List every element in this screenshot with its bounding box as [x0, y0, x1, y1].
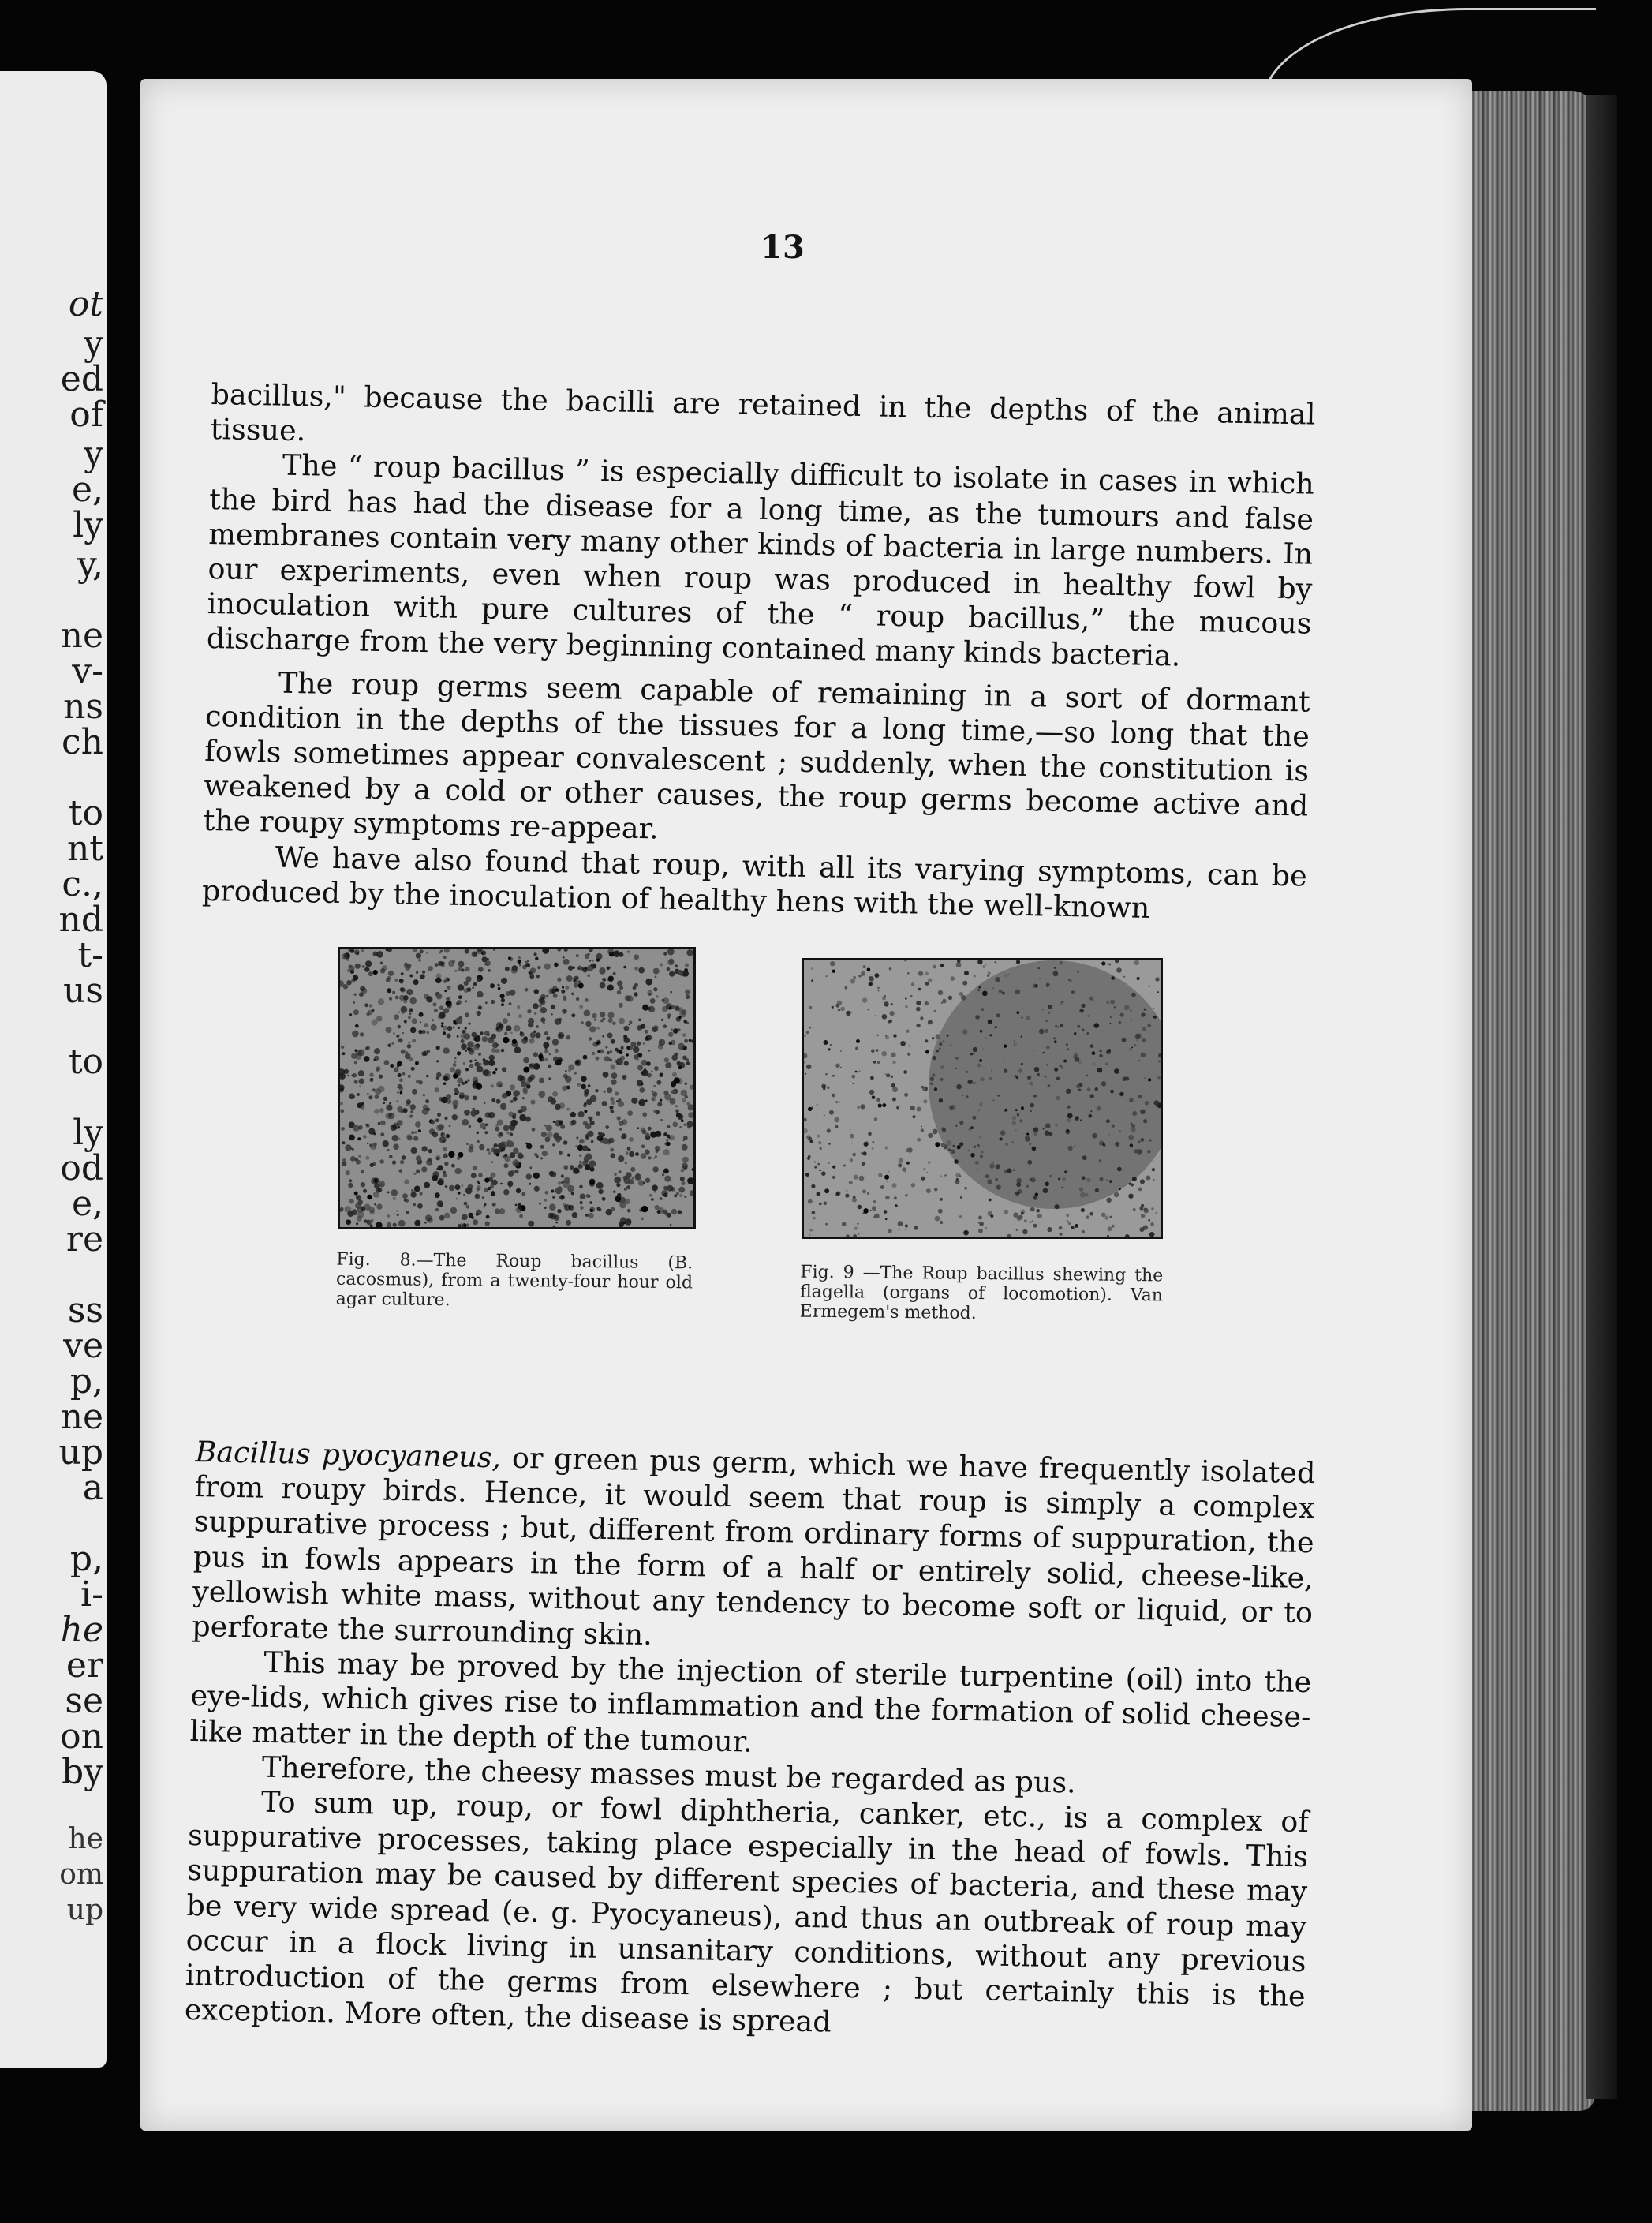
left-page-text-fragment: a	[82, 1468, 103, 1508]
paragraph-text: or green pus germ, which we have frequently isolated from roupy birds. Hence, it would seem that roup is simply a complex suppurative process ; but, different from ordinary forms of suppuration, the pus in fowls appears in the form of a half or entirely solid, cheese-like, yellowish white mass, without any tendency to become soft or liquid, or to perforate the surrounding skin.	[191, 1440, 1316, 1652]
page-edges	[1469, 91, 1595, 2111]
left-page-edge	[0, 71, 107, 2068]
left-page-text-fragment: re	[65, 1219, 103, 1259]
left-page-text-fragment: by	[61, 1752, 103, 1792]
left-page-text-fragment: ly	[73, 1113, 103, 1153]
left-page-text-fragment: y	[84, 434, 103, 474]
top-text-block	[202, 377, 1316, 929]
left-page-text-fragment: us	[63, 971, 103, 1011]
figure-8-caption: Fig. 8.—The Roup bacillus (B. cacosmus), from a twenty-four hour old agar culture.	[335, 1249, 693, 1311]
left-page-text-fragment: y	[84, 324, 103, 364]
figure-9-micrograph	[802, 958, 1163, 1239]
left-page-text-fragment: he	[60, 1610, 103, 1650]
left-page-text-fragment: er	[65, 1645, 103, 1686]
italic-species-name: Bacillus pyocyaneus,	[195, 1435, 502, 1475]
left-page-text-fragment: up	[66, 1894, 103, 1926]
left-page-text-fragment: up	[58, 1432, 103, 1473]
paragraph: Therefore, the cheesy masses must be regarded as pus.	[261, 1750, 1077, 1800]
paragraph	[192, 1435, 1316, 1665]
paragraph: This may be proved by the injection of sterile turpentine (oil) into the eye-lids, which gives rise to inflammation and the formation of solid cheese-like matter in the depth of the tumour.	[189, 1645, 1312, 1759]
left-page-text-fragment: ly	[73, 505, 103, 545]
left-page-text-fragment: p,	[69, 1539, 103, 1579]
left-page-text-fragment: ve	[63, 1326, 103, 1366]
left-page-text-fragment: he	[68, 1823, 103, 1855]
bottom-text-block	[185, 1435, 1316, 2049]
figure-8-image	[340, 949, 693, 1227]
left-page-text-fragment: ch	[62, 722, 103, 762]
left-page-text-fragment: e,	[71, 470, 103, 510]
left-page-text-fragment: ed	[60, 359, 103, 399]
paragraph: bacillus," because the bacilli are retained in the depths of the animal tissue.	[210, 377, 1316, 448]
left-page-text-fragment: t-	[77, 935, 103, 975]
left-page-text-fragment: nd	[58, 900, 103, 940]
left-page-text-fragment: ot	[68, 284, 103, 324]
figure-9-caption: Fig. 9 —The Roup bacillus shewing the flagella (organs of locomotion). Van Ermegem's method.	[799, 1262, 1164, 1323]
left-page-text-fragment: y,	[77, 545, 103, 585]
left-page-text-fragment: se	[65, 1681, 103, 1721]
left-page-text-fragment: on	[60, 1716, 103, 1757]
figure-9-image	[804, 960, 1161, 1237]
left-page-text-fragment: to	[68, 1042, 103, 1082]
left-page-text-fragment: nt	[66, 829, 103, 869]
left-page-text-fragment: to	[68, 793, 103, 833]
paragraph: We have also found that roup, with all its varying symptoms, can be produced by the inoculation of healthy hens with the well-known	[201, 840, 1308, 925]
left-page-text-fragment: e,	[71, 1184, 103, 1224]
left-page-text-fragment: v-	[72, 651, 103, 691]
paragraph: The roup germs seem capable of remaining in a sort of dormant condition in the depths of the tissues for a long time,—so long that the fowls sometimes appear convalescent ; suddenly, when the constitution is weakened by a cold or other causes, the roup germs become active and the roupy symptoms re-appear.	[203, 665, 1311, 846]
left-page-text-fragment: c.,	[62, 864, 103, 904]
figure-8-micrograph	[338, 947, 696, 1229]
left-page-text-fragment: om	[59, 1858, 103, 1891]
left-page-text-fragment: p,	[69, 1361, 103, 1402]
left-page-text-fragment: ne	[60, 616, 103, 656]
left-page-text-fragment: ns	[63, 687, 103, 727]
left-page-text-fragment: i-	[80, 1574, 103, 1615]
paragraph: The “ roup bacillus ” is especially difficult to isolate in cases in which the bird has had the disease for a long time, as the tumours and false membranes contain very many other kinds of bacteria in large numbers. In our experiments, even when roup was produced in healthy fowl by inoculation with pure cultures of the “ roup bacillus,” the mucous discharge from the very beginning contained many kinds bacteria.	[206, 448, 1315, 673]
book-page	[140, 79, 1472, 2131]
page-edges-shadow	[1586, 95, 1617, 2099]
left-page-text-fragment: od	[60, 1148, 103, 1188]
paragraph: To sum up, roup, or fowl diphtheria, canker, etc., is a complex of suppurative processes, taking place especially in the head of fowls. This suppuration may be caused by different species of bacteria, and these may be very wide spread (e. g. Pyocyaneus), and thus an outbreak of roup may occur in a flock living in unsanitary conditions, without any previous introduction of the germs from elsewhere ; but certainly this is the exception. More often, the disease is spread	[184, 1784, 1310, 2039]
left-page-text-fragment: of	[69, 395, 103, 435]
left-page-text-fragment: ne	[60, 1397, 103, 1437]
page-number: 13	[761, 229, 805, 266]
left-page-text-fragment: ss	[67, 1290, 103, 1330]
